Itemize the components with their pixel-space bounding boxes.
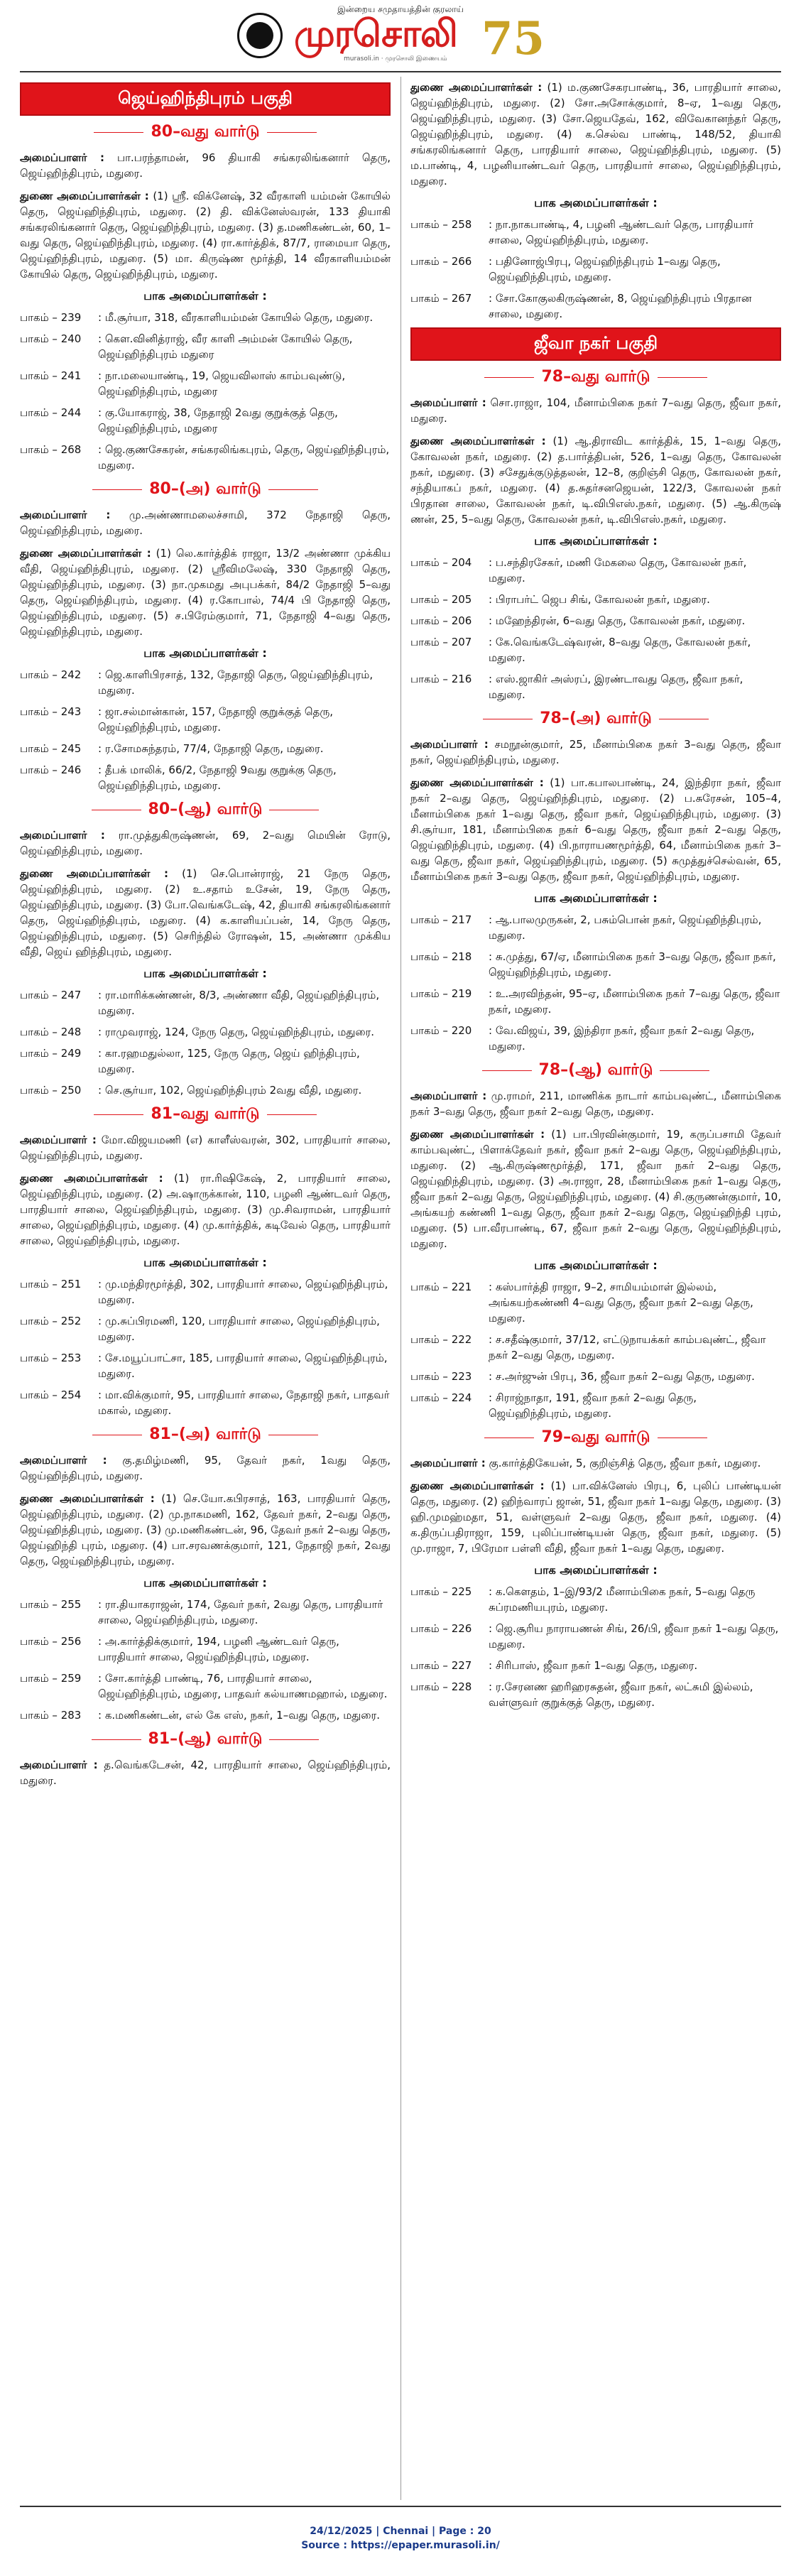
booth-number: பாகம் – 258 [410,218,472,231]
ward-rule-left [92,489,142,490]
ward-heading [410,368,781,388]
booth-organizer: : ரா.தியாகராஜன், 174, தேவர் நகர், 2வது தெரு, பாரதியார் சாலை, ஜெய்ஹிந்திபுரம், மதுரை. [98,1598,383,1626]
booth-organizer: : ஆ.பாலமுருகன், 2, பசும்பொன் நகர், ஜெய்ஹிந்திபுரம், மதுரை. [489,913,762,942]
booth-number: பாகம் – 218 [410,950,472,963]
booth-number: பாகம் – 245 [20,742,82,755]
booth-entry [20,1707,391,1723]
deputy-label: துணை அமைப்பாளர்கள் : [410,1128,545,1141]
ward-deputies [20,866,391,960]
booth-entry [410,613,781,629]
booth-number: பாகம் – 247 [20,989,82,1001]
booth-number: பாகம் – 216 [410,673,472,685]
top-rule [20,71,781,72]
booth-organizer: : பிராபர்ட் ஜெப சிங், கோவலன் நகர், மதுரை. [489,593,710,606]
booth-entry [410,1621,781,1652]
organizer-label: அமைப்பாளர் : [20,829,105,842]
booth-number: பாகம் – 219 [410,987,472,1000]
booth-organizer: : எஸ்.ஜாகிர் அஸ்ரப், இரண்டாவது தெரு, ஜீவா நகர், மதுரை. [489,673,743,701]
deputy-text: (1) ரா.ரிஷிகேஷ், 2, பாரதியார் சாலை, ஜெய்ஹிந்திபுரம், மதுரை. (2) அ.ஷாருக்கான், 110, பழனி ஆண்டவர் தெரு, பாரதியார் சாலை, ஜெய்ஹிந்திபுரம், மதுரை. (3) மு.சிவராமன், பாரதியார் சாலை, ஜெய்ஹிந்திபுரம், மதுரை. (4) மு.கார்த்திக், கடிவேல் தெரு, பாரதியார் சாலை, ஜெய்ஹிந்திபுரம், மதுரை. [20,1172,391,1247]
booth-organizer: : ரா.மாரிக்கண்ணன், 8/3, அண்ணா வீதி, ஜெய்ஹிந்திபுரம், மதுரை. [98,989,380,1017]
booth-number: பாகம் – 246 [20,763,82,776]
organizer-text: மோ.விஜயமணி (எ) காளீஸ்வரன், 302, பாரதியார் சாலை, ஜெய்ஹிந்திபுரம், மதுரை. [20,1134,391,1162]
deputy-label: துணை அமைப்பாளர்கள் : [20,547,151,560]
booth-organizer: : சு.முத்து, 67/ஏ, மீனாம்பிகை நகர் 3–வது தெரு, ஜீவா நகர், ஜெய்ஹிந்திபுரம், மதுரை. [489,950,776,979]
booth-entry [20,1350,391,1381]
footer-dateline: 24/12/2025 | Chennai | Page : 20 [310,2526,491,2537]
booth-organizer: : மு.மந்திரமூர்த்தி, 302, பாரதியார் சாலை, ஜெய்ஹிந்திபுரம், மதுரை. [98,1278,388,1306]
booth-list [410,555,781,702]
booth-number: பாகம் – 243 [20,705,82,718]
bottom-rule [20,2506,781,2507]
deputy-label: துணை அமைப்பாளர்கள் : [410,435,546,447]
booth-organizer: : உ.அரவிந்தன், 95–ஏ, மீனாம்பிகை நகர் 7–வது தெரு, ஜீவா நகர், மதுரை. [489,987,780,1016]
section-heading-jaihindpuram: ஜெய்ஹிந்திபுரம் பகுதி [20,82,391,116]
booth-entry [20,762,391,793]
booth-entry [410,986,781,1017]
booth-entry [410,1023,781,1054]
booth-organizer: : ச.அர்ஜுன் பிரபு, 36, ஜீவா நகர் 2–வது தெரு, மதுரை. [489,1370,755,1383]
ward-organizer [410,395,781,426]
booth-list [20,987,391,1098]
deputy-label: துணை அமைப்பாளர்கள் : [410,776,544,789]
organizer-text: த.வெங்கடேசன், 42, பாரதியார் சாலை, ஜெய்ஹிந்திபுரம், மதுரை. [20,1759,391,1787]
deputy-text: (1) செ.பொன்ராஜ், 21 நேரு தெரு, ஜெய்ஹிந்திபுரம், மதுரை. (2) உ.சதாம் உசேன், 19, நேரு தெரு, ஜெய்ஹிந்திபுரம், மதுரை. (3) போ.வெங்கடேஷ், 42, தியாகி சங்கரலிங்கனார் தெரு, ஜெய்ஹிந்திபுரம், மதுரை. (4) க.காளியப்பன், 14, நேரு தெரு, ஜெய்ஹிந்திபுரம், மதுரை. (5) செரிந்தில் ரோஷன், 15, அண்ணா முக்கிய வீதி, ஜெய் ஹிந்திபுரம், மதுரை. [20,867,391,958]
booth-entry [410,290,781,322]
booth-entry [20,1670,391,1702]
ward-title: 78–(அ) வார்டு [540,710,652,727]
booth-organizer: : க.மணிகண்டன், எல் கே எஸ், நகர், 1–வது தெரு, மதுரை. [98,1709,380,1722]
newspaper-logo: முரசொலி [294,12,457,55]
organizer-text: கு.கார்த்திகேயன், 5, குறிஞ்சித் தெரு, ஜீவா நகர், மதுரை. [485,1457,761,1469]
booth-list [20,1276,391,1418]
organizer-text: பா.பரந்தாமன், 96 தியாகி சங்கரலிங்கனார் தெரு, ஜெய்ஹிந்திபுரம், மதுரை. [20,151,391,180]
ward-title: 79–வது வார்டு [541,1428,650,1446]
booth-entry [20,1045,391,1077]
ward-organizer [20,150,391,181]
booth-heading: பாக அமைப்பாளர்கள் : [534,196,658,210]
page-footer [0,2526,801,2551]
booth-heading: பாக அமைப்பாளர்கள் : [143,646,267,660]
ward-deputies [20,1170,391,1249]
organizer-text: ரா.முத்துகிருஷ்ணன், 69, 2–வது மெயின் ரோடு, ஜெய்ஹிந்திபுரம், மதுரை. [20,829,391,857]
booth-number: பாகம் – 283 [20,1709,82,1722]
right-column [410,80,781,1716]
organizer-text: கு.தமிழ்மணி, 95, தேவர் நகர், 1வது தெரு, ஜெய்ஹிந்திபுரம், மதுரை. [20,1454,391,1482]
booth-number: பாகம் – 250 [20,1084,82,1097]
booth-number: பாகம் – 204 [410,556,472,569]
booth-number: பாகம் – 252 [20,1315,82,1327]
booth-organizer: : கஸ்பார்த்தி ராஜா, 9–2, சாமியம்மாள் இல்லம், அங்கயற்கண்ணி 4–வது தெரு, ஜீவா நகர் 2–வது தெரு, மதுரை. [489,1281,753,1325]
booth-entry [410,217,781,248]
booth-organizer: : மீ.சூர்யா, 318, வீரகாளியம்மன் கோயில் தெரு, மதுரை. [98,311,374,324]
booth-number: பாகம் – 227 [410,1659,472,1672]
deputy-text: (1) ஆ.திராவிட கார்த்திக், 15, 1–வது தெரு, கோவலன் நகர், மதுரை. (2) த.பார்த்திபன், 526, 1–வது தெரு, கோவலன் நகர், மதுரை. (3) சசேதுக்குடுத்தலன், 12–8, குறிஞ்சி தெரு, கோவலன் நகர், சந்தியாகப் நகர், மதுரை. (4) த.சுதர்சனஜெயன், 122/3, கோவலன் நகர் பிரதான சாலை, கோவலன் நகர், டி.விபிஎஸ்.நகர், மதுரை. (5) ஆ.கிருஷ் ணன், 25, 5–வது தெரு, கோவலன் நகர், டி.விபிஎஸ்.நகர், மதுரை. [410,435,781,526]
ward-deputies [410,1126,781,1251]
booth-number: பாகம் – 259 [20,1672,82,1685]
booth-organizer: : ச.சதீஷ்குமார், 37/12, எட்டுநாயக்கர் காம்பவுண்ட், ஜீவா நகர் 2–வது தெரு, மதுரை. [489,1333,766,1362]
anniversary-badge-icon [479,10,547,64]
organizer-label: அமைப்பாளர் : [410,1457,486,1469]
booth-entry [20,741,391,756]
booth-number: பாகம் – 267 [410,292,472,305]
booth-entry [410,634,781,665]
anniversary-number: 75 [481,12,545,64]
booth-number: பாகம் – 225 [410,1585,472,1598]
ward-deputies [410,1478,781,1556]
ward-heading [20,123,391,143]
booth-organizer: : ர.சேரனண ஹரிஹரசுதன், ஜீவா நகர், லட்சுமி இல்லம், வள்ளுவர் குறுக்குத் தெரு, மதுரை. [489,1680,753,1709]
organizer-label: அமைப்பாளர் : [20,1759,98,1771]
organizer-text: சொ.ராஜா, 104, மீனாம்பிகை நகர் 7–வது தெரு, ஜீவா நகர், மதுரை. [410,396,781,425]
organizer-text: மு.அண்ணாமலைச்சாமி, 372 நேதாஜி தெரு, ஜெய்ஹிந்திபுரம், மதுரை. [20,509,391,537]
booth-number: பாகம் – 254 [20,1388,82,1401]
ward-title: 80–வது வார்டு [151,123,260,141]
booth-entry [20,704,391,735]
booth-number: பாகம் – 207 [410,636,472,648]
booth-organizer: : வே.விஜய், 39, இந்திரா நகர், ஜீவா நகர் 2–வது தெரு, மதுரை. [489,1024,755,1053]
ward-rule-right [267,132,317,133]
ward-title: 80–(அ) வார்டு [149,480,261,498]
booth-number: பாகம் – 224 [410,1391,472,1404]
booth-organizer: : நா.நாகபாண்டி, 4, பழனி ஆண்டவர் தெரு, பாரதியார் சாலை, ஜெய்ஹிந்திபுரம், மதுரை. [489,218,754,246]
booth-organizer: : ஜா.சல்மான்கான், 157, நேதாஜி குறுக்குத் தெரு, ஜெய்ஹிந்திபுரம், மதுரை. [98,705,333,734]
booth-entry [410,592,781,607]
booth-entry [410,1390,781,1421]
organizer-label: அமைப்பாளர் : [20,1134,97,1146]
organizer-text: மு.ராமர், 211, மாணிக்க நாடார் காம்பவுண்ட், மீனாம்பிகை நகர் 3–வது தெரு, ஜீவா நகர் 2–வது தெரு, மதுரை. [410,1089,781,1118]
booth-entry [20,310,391,325]
booth-number: பாகம் – 240 [20,332,82,345]
ward-organizer [20,1452,391,1484]
booth-number: பாகம் – 226 [410,1622,472,1635]
booth-number: பாகம் – 253 [20,1352,82,1364]
booth-number: பாகம் – 241 [20,369,82,382]
booth-organizer: : சே.மயூப்பாட்சா, 185, பாரதியார் சாலை, ஜெய்ஹிந்திபுரம், மதுரை. [98,1352,388,1380]
ward-title: 81–(அ) வார்டு [149,1425,261,1443]
ward-title: 81–(ஆ) வார்டு [148,1730,263,1748]
ward-heading [20,800,391,820]
ward-deputies [20,1491,391,1569]
booth-organizer: : ஜெ.சூரிய நாராயணன் சிங், 26/பி, ஜீவா நகர் 1–வது தெரு, மதுரை. [489,1622,779,1651]
booth-organizer: : க.கௌதம், 1–இ/93/2 மீனாம்பிகை நகர், 5–வது தெரு சுப்ரமணியபுரம், மதுரை. [489,1585,756,1614]
booth-heading: பாக அமைப்பாளர்கள் : [534,1259,658,1272]
ward-title: 80–(ஆ) வார்டு [148,800,263,818]
booth-entry [410,555,781,586]
booth-entry [410,1679,781,1710]
deputy-text: (1) செ.யோ.கபிரசாத், 163, பாரதியார் தெரு, ஜெய்ஹிந்திபுரம், மதுரை. (2) மு.நாகமணி, 162, தேவர் நகர், 2–வது தெரு, ஜெய்ஹிந்திபுரம், மதுரை. (3) மு.மணிகண்டன், 96, தேவர் நகர் 2–வது தெரு, ஜெய்ஹிந்தி புரம், மதுரை. (4) பா.சரவணக்குமார், 121, நேதாஜி நகர், 2வது தெரு, ஜெய்ஹிந்திபுரம், மதுரை. [20,1492,391,1567]
deputy-label: துணை அமைப்பாளர்கள் : [20,1492,155,1505]
ward-heading [20,1730,391,1750]
ward-rule-left [482,1070,532,1071]
booth-entry [410,254,781,285]
booth-entry [20,1024,391,1040]
booth-organizer: : ஜெ.காளிபிரசாத், 132, நேதாஜி தெரு, ஜெய்ஹிந்திபுரம், மதுரை. [98,668,374,697]
booth-heading: பாக அமைப்பாளர்கள் : [534,1563,658,1577]
ward-heading [20,1425,391,1445]
booth-organizer: : சோ.கோகுலகிருஷ்ணன், 8, ஜெய்ஹிந்திபுரம் பிரதான சாலை, மதுரை. [489,292,752,320]
organizer-label: அமைப்பாளர் : [20,1454,107,1467]
booth-organizer: : ர.சோமசுந்தரம், 77/4, நேதாஜி தெரு, மதுரை. [98,742,324,755]
organizer-label: அமைப்பாளர் : [20,509,111,521]
organizer-label: அமைப்பாளர் : [20,151,104,164]
ward-organizer [20,827,391,859]
booth-heading: பாக அமைப்பாளர்கள் : [143,1256,267,1269]
booth-organizer: : கு.யோகராஜ், 38, நேதாஜி 2வது குறுக்குத் தெரு, ஜெய்ஹிந்திபுரம், மதுரை [98,406,338,435]
booth-organizer: : கௌ.வினித்ராஜ், வீர காளி அம்மன் கோயில் தெரு, ஜெய்ஹிந்திபுரம் மதுரை [98,332,353,361]
booth-entry [20,442,391,473]
continued-booth-list [410,217,781,322]
deputy-text: (1) பா.பிரவின்குமார், 19, கருப்பசாமி தேவர் காம்பவுண்ட், பிளாக்தேவர் நகர், ஜீவா நகர் 2–வது தெரு, ஜெய்ஹிந்திபுரம், மதுரை. (2) ஆ.கிருஷ்ணமூர்த்தி, 171, ஜீவா நகர் 2–வது தெரு, ஜெய்ஹிந்திபுரம், மதுரை. (3) அ.ராஜா, 28, மீனாம்பிகை நகர் 1–வது தெரு, ஜீவா நகர் 2–வது தெரு, ஜெய்ஹிந்திபுரம், மதுரை. (4) சி.குருணன்குமார், 10, அங்கயற் கண்ணி 1–வது தெரு, ஜீவா நகர் 2–வது தெரு, ஜெய்ஹிந்தி புரம், மதுரை. (5) பா.வீரபாண்டி, 67, ஜீவா நகர் 2–வது தெரு, ஜெய்ஹிந்திபுரம், மதுரை. [410,1128,781,1250]
ward-rule-left [484,377,534,378]
booth-number: பாகம் – 206 [410,614,472,627]
booth-number: பாகம் – 266 [410,255,472,268]
ward-rule-right [268,489,318,490]
column-divider [400,77,401,2500]
section-heading-jeeva-nagar: ஜீவா நகர் பகுதி [410,327,781,361]
booth-entry [410,1369,781,1384]
booth-entry [20,1387,391,1418]
ward-deputies [20,188,391,282]
booth-entry [410,912,781,943]
ward-rule-right [660,1070,709,1071]
booth-number: பாகம் – 228 [410,1680,472,1693]
footer-source-link[interactable]: Source : https://epaper.murasoli.in/ [301,2540,500,2551]
booth-entry [410,1658,781,1673]
booth-number: பாகம் – 251 [20,1278,82,1290]
booth-entry [410,671,781,702]
booth-organizer: : மா.விக்குமார், 95, பாரதியார் சாலை, நேதாஜி நகர், பாதவர் மகால், மதுரை. [98,1388,390,1417]
booth-organizer: : கே.வெங்கடேஷ்வரன், 8–வது தெரு, கோவலன் நகர், மதுரை. [489,636,751,664]
masthead [0,0,801,68]
booth-number: பாகம் – 244 [20,406,82,419]
ward-organizer [410,1455,781,1471]
booth-number: பாகம் – 222 [410,1333,472,1346]
organizer-label: அமைப்பாளர் : [410,1089,487,1102]
organizer-label: அமைப்பாளர் : [410,738,489,751]
left-wards [20,123,391,1788]
ward-heading [20,1105,391,1125]
booth-organizer: : ப.சந்திரசேகர், மணி மேகலை தெரு, கோவலன் நகர், மதுரை. [489,556,747,585]
booth-list [20,667,391,793]
booth-organizer: : செ.சூர்யா, 102, ஜெய்ஹிந்திபுரம் 2வது வீதி, மதுரை. [98,1084,362,1097]
booth-entry [410,949,781,980]
booth-organizer: : மஹேந்திரன், 6–வது தெரு, கோவலன் நகர், மதுரை. [489,614,746,627]
ward-organizer [20,507,391,538]
booth-heading: பாக அமைப்பாளர்கள் : [143,289,267,303]
booth-entry [410,1584,781,1615]
ward-rule-right [267,1114,317,1115]
booth-number: பாகம் – 249 [20,1047,82,1060]
right-wards [410,368,781,1710]
deputy-label: துணை அமைப்பாளர்கள் : [20,190,149,202]
deputy-label: துணை அமைப்பாளர்கள் : [20,867,169,880]
booth-entry [20,405,391,436]
ward-rule-right [269,1739,319,1740]
booth-heading: பாக அமைப்பாளர்கள் : [143,1576,267,1589]
booth-heading: பாக அமைப்பாளர்கள் : [534,891,658,905]
deputy-label: துணை அமைப்பாளர்கள் : [410,1479,545,1492]
booth-number: பாகம் – 205 [410,593,472,606]
booth-organizer: : மு.சுப்பிரமணி, 120, பாரதியார் சாலை, ஜெய்ஹிந்திபுரம், மதுரை. [98,1315,380,1343]
booth-list [410,1279,781,1421]
booth-organizer: : அ.கார்த்திக்குமார், 194, பழனி ஆண்டவர் தெரு, பாரதியார் சாலை, ஜெய்ஹிந்திபுரம், மதுரை. [98,1635,339,1663]
booth-list [410,912,781,1054]
ward-deputies [20,545,391,639]
ward-organizer [20,1757,391,1788]
ward-heading [410,1428,781,1448]
booth-organizer: : கா.ரஹமதுல்லா, 125, நேரு தெரு, ஜெய் ஹிந்திபுரம், மதுரை. [98,1047,360,1075]
booth-organizer: : சிரிபாஸ், ஜீவா நகர் 1–வது தெரு, மதுரை. [489,1659,698,1672]
logo-group[interactable] [237,10,564,67]
ward-rule-left [94,132,143,133]
booth-entry [20,368,391,399]
booth-entry [410,1279,781,1326]
booth-entry [20,1276,391,1308]
organizer-text: சமநூன்குமார், 25, மீனாம்பிகை நகர் 3–வது தெரு, ஜீவா நகர், ஜெய்ஹிந்திபுரம், மதுரை. [410,738,781,766]
ward-heading [410,710,781,729]
ward-heading [410,1061,781,1081]
ward-organizer [410,737,781,768]
ward-deputies [410,433,781,527]
booth-entry [20,1082,391,1098]
masthead-tagline: இன்றைய சமுதாயத்தின் குரலாய் [337,4,464,14]
booth-entry [20,987,391,1018]
booth-number: பாகம் – 256 [20,1635,82,1648]
booth-organizer: : சிராஜ்நாதா, 191, ஜீவா நகர் 2–வது தெரு, ஜெய்ஹிந்திபுரம், மதுரை. [489,1391,697,1420]
booth-organizer: : ராமுவராஜ், 124, நேரு தெரு, ஜெய்ஹிந்திபுரம், மதுரை. [98,1026,375,1038]
ward-heading [20,480,391,500]
booth-list [20,310,391,473]
deputy-text: (1) ஸ்ரீ. விக்னேஷ், 32 வீரகாளி யம்மன் கோயில் தெரு, ஜெய்ஹிந்திபுரம், மதுரை. (2) தி. விக்னேஸ்வரன், 133 தியாகி சங்கரலிங்கனார் தெரு, ஜெய்ஹிந்திபுரம், மதுரை. (3) த.மணிகண்டன், 60, 1–வது தெரு, ஜெய்ஹிந்திபுரம், மதுரை. (4) ரா.கார்த்திக், 87/7, ராமையா தெரு, ஜெய்ஹிந்திபுரம், மதுரை. (5) மா. கிருஷ்ண மூர்த்தி, 14 வீரகாளியம்மன் கோயில் தெரு, ஜெய்ஹிந்திபுரம், மதுரை. [20,190,391,281]
ward-deputies [410,775,781,884]
organizer-label: அமைப்பாளர் : [410,396,486,409]
booth-entry [20,331,391,362]
booth-organizer: : ஜெ.குணசேகரன், சங்கரலிங்கபுரம், தெரு, ஜெய்ஹிந்திபுரம், மதுரை. [98,443,390,472]
booth-organizer: : நா.மலையாண்டி, 19, ஜெயவிலாஸ் காம்பவுண்டு, ஜெய்ஹிந்திபுரம், மதுரை [98,369,346,398]
booth-number: பாகம் – 248 [20,1026,82,1038]
booth-entry [20,1313,391,1344]
booth-number: பாகம் – 239 [20,311,82,324]
ward-rule-left [94,1114,143,1115]
booth-organizer: : பதினோஜ்பிரபு, ஜெய்ஹிந்திபுரம் 1–வது தெரு, ஜெய்ஹிந்திபுரம், மதுரை. [489,255,721,283]
ward-title: 78–வது வார்டு [541,368,650,386]
booth-number: பாகம் – 220 [410,1024,472,1037]
booth-entry [20,667,391,698]
ward-title: 81–வது வார்டு [151,1105,260,1123]
ward-rule-right [658,377,707,378]
logo-subtext: murasoli.in · முரசொலி இணையம் [344,55,447,63]
ward-rule-left [92,1739,141,1740]
continued-deputies: துணை அமைப்பாளர்கள் : (1) ம.குணசேகரபாண்டி, 36, பாரதியார் சாலை, ஜெய்ஹிந்திபுரம், மதுரை. (2) சோ.அசோக்குமார், 8–ஏ, 1–வது தெரு, ஜெய்ஹிந்திபுரம், மதுரை. (3) சோ.ஜெயதேவ், 162, விவேகானந்தர் தெரு, ஜெய்ஹிந்திபுரம், மதுரை. (4) க.செல்வ பாண்டி, 148/52, தியாகி சங்கரலிங்கனார் தெரு, பாரதியார் சாலை, ஜெய்ஹிந்திபுரம், மதுரை. (5) ம.பாண்டி, 4, பழனியாண்டவர் தெரு, பாரதியார் சாலை, ஜெய்ஹிந்திபுரம், மதுரை. [410,81,781,188]
ward-organizer [410,1088,781,1119]
booth-entry [410,1332,781,1363]
left-column [20,80,391,1795]
booth-number: பாகம் – 223 [410,1370,472,1383]
ward-title: 78–(ஆ) வார்டு [538,1061,653,1079]
deputy-label: துணை அமைப்பாளர்கள் : [20,1172,163,1185]
booth-entry [20,1634,391,1665]
deputy-text: (1) லெ.கார்த்திக் ராஜா, 13/2 அண்ணா முக்கிய வீதி, ஜெய்ஹிந்திபுரம், மதுரை. (2) ஸ்ரீவிமலேஷ், 330 நேதாஜி தெரு, ஜெய்ஹிந்திபுரம், மதுரை. (3) நா.முகமது அபுபக்கர், 84/2 நேதாஜி 5–வது தெரு, ஜெய்ஹிந்திபுரம், மதுரை. (4) ர.கோபால், 74/4 பி நேதாஜி தெரு, ஜெய்ஹிந்திபுரம், மதுரை. (5) ச.பிரேம்குமார், 71, நேதாஜி 4–வது தெரு, ஜெய்ஹிந்திபுரம், மதுரை. [20,547,391,638]
booth-number: பாகம் – 221 [410,1281,472,1293]
party-emblem-icon [237,13,283,58]
ward-organizer [20,1132,391,1163]
booth-entry [20,1597,391,1628]
booth-number: பாகம் – 242 [20,668,82,681]
booth-heading: பாக அமைப்பாளர்கள் : [143,967,267,980]
booth-number: பாகம் – 255 [20,1598,82,1611]
booth-heading: பாக அமைப்பாளர்கள் : [534,534,658,548]
booth-number: பாகம் – 268 [20,443,82,456]
deputy-text: (1) பா.விக்னேஸ் பிரபு, 6, புலிப் பாண்டியன் தெரு, மதுரை. (2) ஹிந்வாரப் ஜான், 51, ஜீவா நகர் 1–வது தெரு, மதுரை. (3) ஹி.முமஹ்மதா, 51, வள்ளுவர் 2–வது தெரு, ஜீவா நகர், மதுரை. (4) க.திருப்பதிராஜா, 159, புலிப்பாண்டியன் தெரு, ஜீவா நகர், மதுரை. (5) மு.ராஜா, 7, பிரேமா பள்ளி வீதி, ஜீவா நகர் 1–வது தெரு, மதுரை. [410,1479,781,1555]
booth-list [410,1584,781,1710]
booth-list [20,1597,391,1723]
booth-number: பாகம் – 217 [410,913,472,926]
deputy-text: (1) பா.கபாலபாண்டி, 24, இந்திரா நகர், ஜீவா நகர் 2–வது தெரு, ஜெய்ஹிந்திபுரம், மதுரை. (2) ப.சுரேசன், 105–4, மீனாம்பிகை நகர் 1–வது தெரு, ஜீவா நகர், ஜெய்ஹிந்திபுரம், மதுரை. (3) சி.சூர்யா, 181, மீனாம்பிகை நகர் 6–வது தெரு, ஜீவா நகர் 2–வது தெரு, ஜெய்ஹிந்திபுரம், மதுரை. (4) பி.நாராயணமூர்த்தி, 64, மீனாம்பிகை நகர் 3–வது தெரு, ஜீவா நகர், ஜெய்ஹிந்திபுரம், மதுரை. (5) சுமுத்துச்செல்வன், 65, மீனாம்பிகை நகர் 3–வது தெரு, ஜீவா நகர், ஜெய்ஹிந்திபுரம், மதுரை. [410,776,781,883]
booth-organizer: : சோ.கார்த்தி பாண்டி, 76, பாரதியார் சாலை, ஜெய்ஹிந்திபுரம், மதுரை, பாதவர் கல்யாணமஹால், மதுரை. [98,1672,388,1700]
booth-organizer: : தீபக் மாலிக், 66/2, நேதாஜி 9வது குறுக்கு தெரு, ஜெய்ஹிந்திபுரம், மதுரை. [98,763,337,792]
